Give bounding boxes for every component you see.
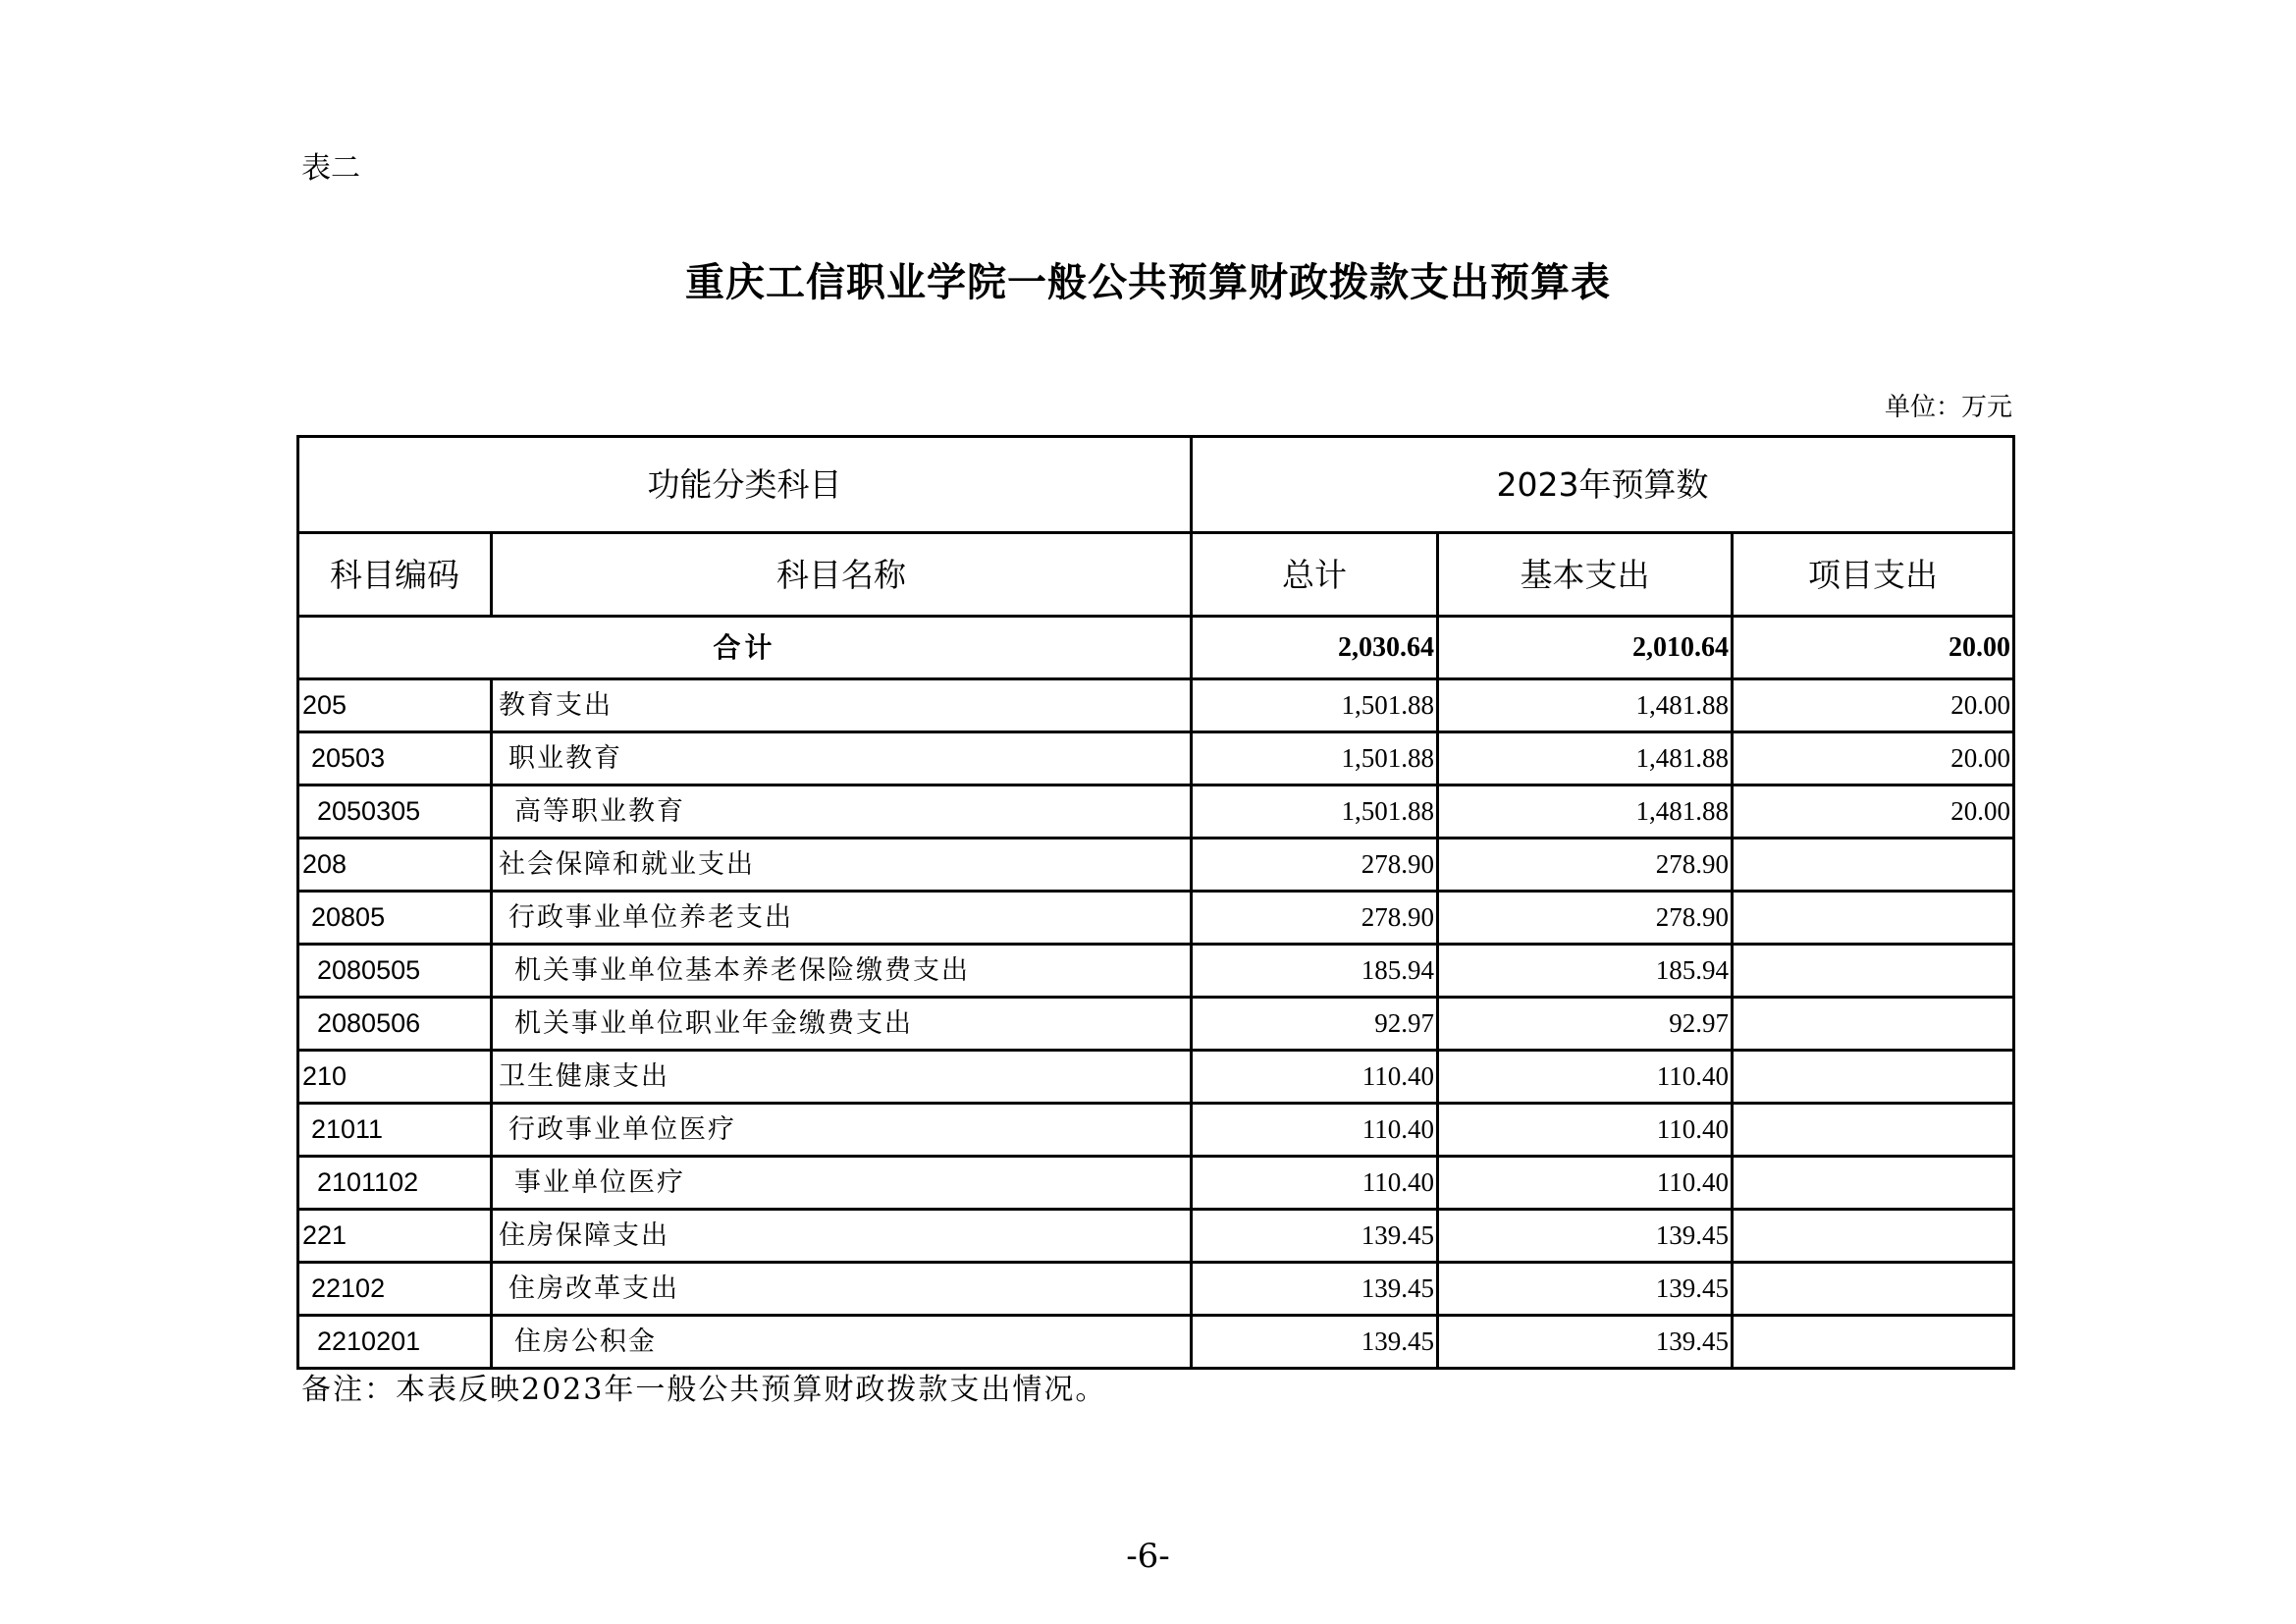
total-row xyxy=(298,617,2014,679)
group-header-row xyxy=(298,437,2014,533)
total-total: 2,030.64 xyxy=(1192,617,1438,679)
row-project xyxy=(1733,1104,2014,1157)
table-row xyxy=(298,892,2014,945)
row-project xyxy=(1733,1210,2014,1263)
row-total: 110.40 xyxy=(1192,1051,1438,1104)
row-total: 1,501.88 xyxy=(1192,679,1438,732)
row-code: 2050305 xyxy=(298,785,492,839)
row-code: 2210201 xyxy=(298,1316,492,1369)
row-total: 278.90 xyxy=(1192,839,1438,892)
table-row xyxy=(298,1263,2014,1316)
row-code: 22102 xyxy=(298,1263,492,1316)
row-basic: 278.90 xyxy=(1438,892,1733,945)
row-name: 机关事业单位基本养老保险缴费支出 xyxy=(492,945,1192,998)
row-name: 行政事业单位养老支出 xyxy=(492,892,1192,945)
row-code: 20503 xyxy=(298,732,492,785)
header-classification: 功能分类科目 xyxy=(298,437,1192,533)
row-basic: 1,481.88 xyxy=(1438,732,1733,785)
row-code: 2101102 xyxy=(298,1157,492,1210)
row-project xyxy=(1733,892,2014,945)
page-number: -6- xyxy=(1126,1537,1170,1576)
column-header-name: 科目名称 xyxy=(492,533,1192,617)
table-row xyxy=(298,998,2014,1051)
row-project xyxy=(1733,1263,2014,1316)
table-row xyxy=(298,1051,2014,1104)
row-basic: 139.45 xyxy=(1438,1316,1733,1369)
table-row xyxy=(298,1104,2014,1157)
row-name: 教育支出 xyxy=(492,679,1192,732)
row-total: 1,501.88 xyxy=(1192,785,1438,839)
unit-label: 单位：万元 xyxy=(1884,393,2012,422)
row-total: 139.45 xyxy=(1192,1316,1438,1369)
row-name: 社会保障和就业支出 xyxy=(492,839,1192,892)
column-header-basic: 基本支出 xyxy=(1438,533,1733,617)
total-label: 合计 xyxy=(298,617,1192,679)
document-title: 重庆工信职业学院一般公共预算财政拨款支出预算表 xyxy=(685,259,1611,305)
header-budget-year: 2023年预算数 xyxy=(1192,437,2014,533)
row-total: 278.90 xyxy=(1192,892,1438,945)
row-name: 机关事业单位职业年金缴费支出 xyxy=(492,998,1192,1051)
table-row xyxy=(298,732,2014,785)
row-basic: 139.45 xyxy=(1438,1210,1733,1263)
total-basic: 2,010.64 xyxy=(1438,617,1733,679)
row-basic: 110.40 xyxy=(1438,1051,1733,1104)
table-row xyxy=(298,1210,2014,1263)
row-basic: 110.40 xyxy=(1438,1157,1733,1210)
table-row xyxy=(298,1157,2014,1210)
row-total: 110.40 xyxy=(1192,1104,1438,1157)
row-code: 21011 xyxy=(298,1104,492,1157)
total-project: 20.00 xyxy=(1733,617,2014,679)
table-label: 表二 xyxy=(301,151,360,186)
row-project xyxy=(1733,1316,2014,1369)
table-row xyxy=(298,839,2014,892)
row-name: 事业单位医疗 xyxy=(492,1157,1192,1210)
row-project xyxy=(1733,998,2014,1051)
row-code: 221 xyxy=(298,1210,492,1263)
row-total: 1,501.88 xyxy=(1192,732,1438,785)
row-name: 住房公积金 xyxy=(492,1316,1192,1369)
row-name: 住房保障支出 xyxy=(492,1210,1192,1263)
footnote: 备注：本表反映2023年一般公共预算财政拨款支出情况。 xyxy=(301,1373,1107,1407)
row-project: 20.00 xyxy=(1733,732,2014,785)
row-code: 2080505 xyxy=(298,945,492,998)
row-name: 职业教育 xyxy=(492,732,1192,785)
column-header-code: 科目编码 xyxy=(298,533,492,617)
row-total: 92.97 xyxy=(1192,998,1438,1051)
column-header-row xyxy=(298,533,2014,617)
column-header-project: 项目支出 xyxy=(1733,533,2014,617)
row-basic: 185.94 xyxy=(1438,945,1733,998)
table-row xyxy=(298,679,2014,732)
row-code: 205 xyxy=(298,679,492,732)
row-code: 2080506 xyxy=(298,998,492,1051)
column-header-total: 总计 xyxy=(1192,533,1438,617)
row-code: 210 xyxy=(298,1051,492,1104)
row-basic: 92.97 xyxy=(1438,998,1733,1051)
row-project xyxy=(1733,1157,2014,1210)
row-basic: 139.45 xyxy=(1438,1263,1733,1316)
row-project: 20.00 xyxy=(1733,679,2014,732)
table-row xyxy=(298,1316,2014,1369)
row-code: 208 xyxy=(298,839,492,892)
row-code: 20805 xyxy=(298,892,492,945)
row-name: 卫生健康支出 xyxy=(492,1051,1192,1104)
row-name: 行政事业单位医疗 xyxy=(492,1104,1192,1157)
row-project xyxy=(1733,945,2014,998)
row-name: 高等职业教育 xyxy=(492,785,1192,839)
row-name: 住房改革支出 xyxy=(492,1263,1192,1316)
row-basic: 1,481.88 xyxy=(1438,785,1733,839)
table-row xyxy=(298,945,2014,998)
row-project xyxy=(1733,1051,2014,1104)
row-project xyxy=(1733,839,2014,892)
table-row xyxy=(298,785,2014,839)
budget-table xyxy=(296,435,2015,1370)
row-total: 110.40 xyxy=(1192,1157,1438,1210)
row-basic: 110.40 xyxy=(1438,1104,1733,1157)
row-project: 20.00 xyxy=(1733,785,2014,839)
row-total: 139.45 xyxy=(1192,1210,1438,1263)
row-basic: 1,481.88 xyxy=(1438,679,1733,732)
row-total: 139.45 xyxy=(1192,1263,1438,1316)
row-basic: 278.90 xyxy=(1438,839,1733,892)
row-total: 185.94 xyxy=(1192,945,1438,998)
